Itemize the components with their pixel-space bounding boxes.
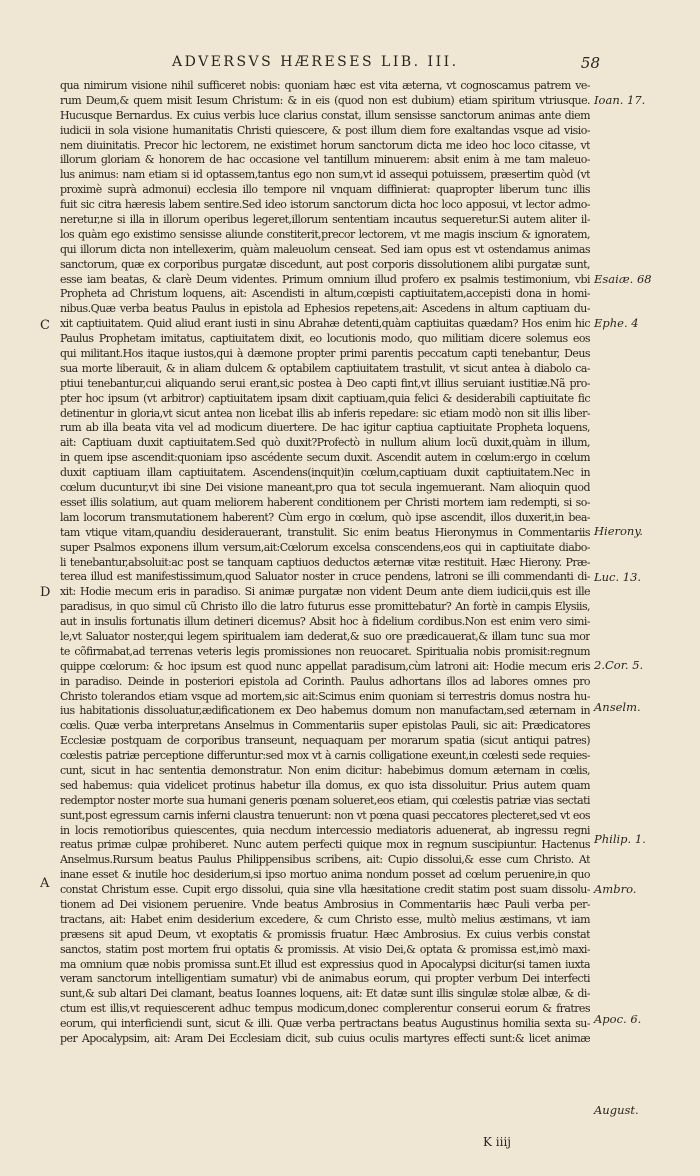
signature-mark: K iiij: [483, 1135, 512, 1149]
margin-note-luc: Luc. 13.: [594, 570, 642, 584]
text-line: inane esset & inutile hoc desiderium,si ipso mortuo anima nondum posset ad cœlum peruenire,in quo: [60, 868, 590, 882]
page-number: 58: [580, 54, 600, 72]
margin-note-anselm: Anselm.: [594, 700, 641, 714]
text-line: rum ab illa beata vita vel ad modicum diuertere. De hac igitur captiua captiuitate Propheta loquens,: [60, 421, 590, 435]
text-line: illorum gloriam & honorem de hac occasione vel tantillum minuerem: absit enim à me tam maleuo-: [60, 153, 590, 167]
text-line: eorum, qui interficiendi sunt, sicut & illi. Quæ verba pertractans beatus Augustinus homilia sexta su-: [60, 1017, 590, 1031]
text-line: cœlum ducuntur,vt ibi sine Dei visione maneant,pro qua tot secula ingemuerant. Nam alioquin quod: [60, 481, 590, 495]
text-line: esset illis solatium, aut quam meliorem haberent conditionem per Christi mortem iam redempti, si so-: [60, 495, 590, 509]
text-line: rum Deum,& quem misit Iesum Christum: & in eis (quod non est dubium) etiam spiritum vtriusque.: [60, 93, 590, 107]
text-line: reatus primæ culpæ prohiberet. Nunc autem perfecti quique mox in regnum suscipiuntur. Hactenus: [60, 838, 590, 852]
text-line: Paulus Prophetam imitatus, captiuitatem dixit, eo locutionis modo, quo militiam dicere solemus eos: [60, 332, 590, 346]
margin-note-2cor: 2.Cor. 5.: [594, 658, 644, 672]
text-line: sunt,post egressum carnis inferni claustra tenuerunt: non vt pœna quasi peccatores plecteret,sed vt eos: [60, 808, 590, 822]
running-head: ADVERSVS HÆRESES LIB. III.: [172, 54, 459, 70]
text-line: veram sanctorum intelligentiam sumatur) vbi de animabus eorum, qui propter verbum Dei interfecti: [60, 972, 590, 986]
text-line: sed habemus: quia videlicet protinus habetur illa domus, ex quo ista dissoluitur. Prius autem quam: [60, 778, 590, 792]
text-line: redemptor noster morte sua humani generis pœnam solueret,eos etiam, qui cœlestis patriæ vias sectati: [60, 793, 590, 807]
text-line: lam locorum transmutationem haberent? Cùm ergo in cœlum, quò ipse ascendit, illos duxerit,in bea-: [60, 510, 590, 524]
text-line: nem diuinitatis. Precor hic lectorem, ne existimet horum sanctorum dicta me ideo hoc loco citasse, vt: [60, 138, 590, 152]
text-line: detinentur in gloria,vt sicut antea non licebat illis ab inferis repedare: sic etiam modò non sit illis liber-: [60, 406, 590, 420]
text-line: pter hoc ipsum (vt arbitror) captiuitatem ipsam dixit captiuam,quia felici & desiderabili captiuitate fic: [60, 391, 590, 405]
text-line: qua nimirum visione nihil sufficeret nobis: quoniam hæc est vita æterna, vt cognoscamus patrem ve-: [60, 79, 590, 92]
text-line: in paradiso. Deinde in posteriori epistola ad Corinth. Paulus adhortans illos ad labores omnes pro: [60, 674, 590, 688]
text-line: tam vtique vitam,quandiu desiderauerant, transtulit. Sic enim beatus Hieronymus in Commentariis: [60, 525, 590, 539]
text-line: nibus.Quæ verba beatus Paulus in epistola ad Ephesios repetens,ait: Ascedens in altum captiuam du-: [60, 302, 590, 316]
text-line: esse iam beatas, & clarè Deum videntes. Primum omnium illud profero ex psalmis testimonium, vbi: [60, 272, 590, 286]
text-line: sunt,& sub altari Dei clamant, beatus Ioannes loquens, ait: Et datæ sunt illis singulæ stolæ albæ, & di-: [60, 987, 590, 1001]
text-line: Hucusque Bernardus. Ex cuius verbis luce clarius constat, illum sensisse sanctorum animas ante diem: [60, 108, 590, 122]
text-line: qui illorum dicta non intellexerim, quàm maleuolum censeat. Sed iam opus est vt ostendamus animas: [60, 242, 590, 256]
text-line: iudicii in sola visione humanitatis Christi quiescere, & post illum diem fore exaltandas vsque ad visio-: [60, 123, 590, 137]
margin-note-hierony: Hierony.: [594, 524, 643, 538]
text-line: aut in insulis fortunatis illum detineri dicemus? Absit hoc à fidelium cordibus.Non est enim vero simi-: [60, 615, 590, 629]
section-letter-c: C: [40, 318, 50, 333]
margin-note-ioan: Ioan. 17.: [594, 93, 646, 107]
text-line: proximè suprà admonui) ecclesia illo tempore nil vnquam diffinierat: quapropter liberum tunc illis: [60, 183, 590, 197]
section-letter-d: D: [40, 585, 51, 600]
text-line: los quàm ego existimo sensisse aliunde constiterit,precor lectorem, vt me magis inscium & ignoratem,: [60, 227, 590, 241]
text-line: sanctorum, quæ ex corporibus purgatæ discedunt, aut post corporis dissolutionem alibi purgatæ sunt,: [60, 257, 590, 271]
text-line: super Psalmos exponens illum versum,ait:Cœlorum excelsa conscendens,eos qui in captiuitate diabo-: [60, 540, 590, 554]
text-line: ma omnium quæ nobis promissa sunt.Et illud est expressius quod in Apocalypsi dicitur(si tamen iuxta: [60, 957, 590, 971]
text-line: Anselmus.Rursum beatus Paulus Philippensibus scribens, ait: Cupio dissolui,& esse cum Christo. At: [60, 853, 590, 867]
text-line: ptiui tenebantur,cui aliquando serui erant,sic postea à Deo capti fint,vt illius seruiant iustitiæ.Nã pro-: [60, 376, 590, 390]
margin-note-esaiae: Esaiæ. 68: [594, 272, 652, 286]
text-line: sanctos, statim post mortem frui optatis & promissis. At visio Dei,& optata & promissa est,imò maxi-: [60, 942, 590, 956]
margin-note-apoc: Apoc. 6.: [594, 1012, 642, 1026]
text-line: neretur,ne si illa in illorum operibus legeret,illorum sententiam incautus sequeretur.Si autem aliter il-: [60, 213, 590, 227]
text-line: cunt, sicut in hac sententia demonstratur. Non enim dicitur: habebimus domum æternam in cœlis,: [60, 763, 590, 777]
text-line: ait: Captiuam duxit captiuitatem.Sed quò duxit?Profectò in nullum alium locũ duxit,quàm in illum,: [60, 436, 590, 450]
text-line: xit captiuitatem. Quid aliud erant iusti in sinu Abrahæ detenti,quàm captiuitas quædam? Hos enim hic: [60, 317, 590, 331]
margin-note-ephe: Ephe. 4: [594, 316, 639, 330]
text-line: te cõfirmabat,ad terrenas veteris legis promissiones non reuocaret. Spiritualia nobis promisit:regnum: [60, 644, 590, 658]
text-line: cœlis. Quæ verba interpretans Anselmus in Commentariis super epistolas Pauli, sic ait: Prædicatores: [60, 719, 590, 733]
text-line: in quem ipse ascendit:quoniam ipso ascédente secum duxit. Ascendit autem in cœlum:ergo in cœlum: [60, 451, 590, 465]
text-line: quippe cœlorum: & hoc ipsum est quod nunc appellat paradisum,cùm latroni ait: Hodie mecum eris: [60, 659, 590, 673]
margin-note-ambro: Ambro.: [594, 882, 637, 896]
text-line: qui militant.Hos itaque iustos,qui à dæmone propter primi parentis peccatum capti tenebantur, Deus: [60, 347, 590, 361]
main-text-block: [60, 79, 590, 1047]
text-line: præsens sit apud Deum, vt exoptatis & promissis fruatur. Hæc Ambrosius. Ex cuius verbis constat: [60, 927, 590, 941]
text-line: in locis remotioribus quiescentes, quia necdum intercessio mediatoris aduenerat, ab ingressu regni: [60, 823, 590, 837]
margin-note-august: August.: [594, 1103, 639, 1117]
text-line: li tenebantur,absoluit:ac post se tanquam captiuos deductos æternæ vitæ restituit. Hæc Hierony. Præ-: [60, 555, 590, 569]
text-line: fuit sic citra hæresis labem sentire.Sed ideo istorum sanctorum dicta hoc loco apposui, vt lector admo-: [60, 198, 590, 212]
page-header: [60, 54, 600, 78]
text-line: Propheta ad Christum loquens, ait: Ascendisti in altum,cœpisti captiuitatem,accepisti dona in homi-: [60, 287, 590, 301]
text-line: paradisus, in quo simul cũ Christo illo die latro futurus esse promittebatur? An fortè in campis Elysiis,: [60, 600, 590, 614]
text-line: Christo tolerandos etiam vsque ad mortem,sic ait:Scimus enim quoniam si terrestris domus nostra hu-: [60, 689, 590, 703]
text-line: tionem ad Dei visionem peruenire. Vnde beatus Ambrosius in Commentariis hæc Pauli verba per-: [60, 897, 590, 911]
margin-note-philip: Philip. 1.: [594, 832, 646, 846]
text-line: sua morte liberauit, & in aliam dulcem & optabilem captiuitatem trastulit, vt sicut antea à diabolo ca-: [60, 361, 590, 375]
text-line: tractans, ait: Habet enim desiderium excedere, & cum Christo esse, multò melius æstimans, vt iam: [60, 912, 590, 926]
text-line: per Apocalypsim, ait: Aram Dei Ecclesiam dicit, sub cuius oculis martyres effecti sunt:& licet animæ: [60, 1032, 590, 1045]
section-letter-a: A: [40, 876, 50, 891]
text-line: cœlestis patriæ perceptione differuntur:sed mox vt à carnis colligatione exeunt,in cœlesti sede requies-: [60, 749, 590, 763]
text-line: constat Christum esse. Cupit ergo dissolui, quia sine vlla hæsitatione credit statim post suam dissolu-: [60, 883, 590, 897]
text-line: ctum est illis,vt requiescerent adhuc tempus modicum,donec complerentur conserui eorum & fratres: [60, 1002, 590, 1016]
text-line: xit: Hodie mecum eris in paradiso. Si animæ purgatæ non vident Deum ante diem iudicii,quis est ille: [60, 585, 590, 599]
text-line: le,vt Saluator noster,qui legem spiritualem iam dederat,& suo ore prædicauerat,& illam tunc sua mor: [60, 629, 590, 643]
text-line: duxit captiuam illam captiuitatem. Ascendens(inquit)in cœlum,captiuam duxit captiuitatem.Nec in: [60, 466, 590, 480]
text-line: lus animus: nam etiam si id optassem,tantus ego non sum,vt id assequi potuissem, præsertim quòd (vt: [60, 168, 590, 182]
text-line: ius habitationis dissoluatur,ædificationem ex Deo habemus domum non manufactam,sed æternam in: [60, 704, 590, 718]
text-line: terea illud est manifestissimum,quod Saluator noster in cruce pendens, latroni se illi commendanti di-: [60, 570, 590, 584]
text-line: Ecclesiæ postquam de corporibus transeunt, nequaquam per morarum spatia (sicut antiqui patres): [60, 734, 590, 748]
